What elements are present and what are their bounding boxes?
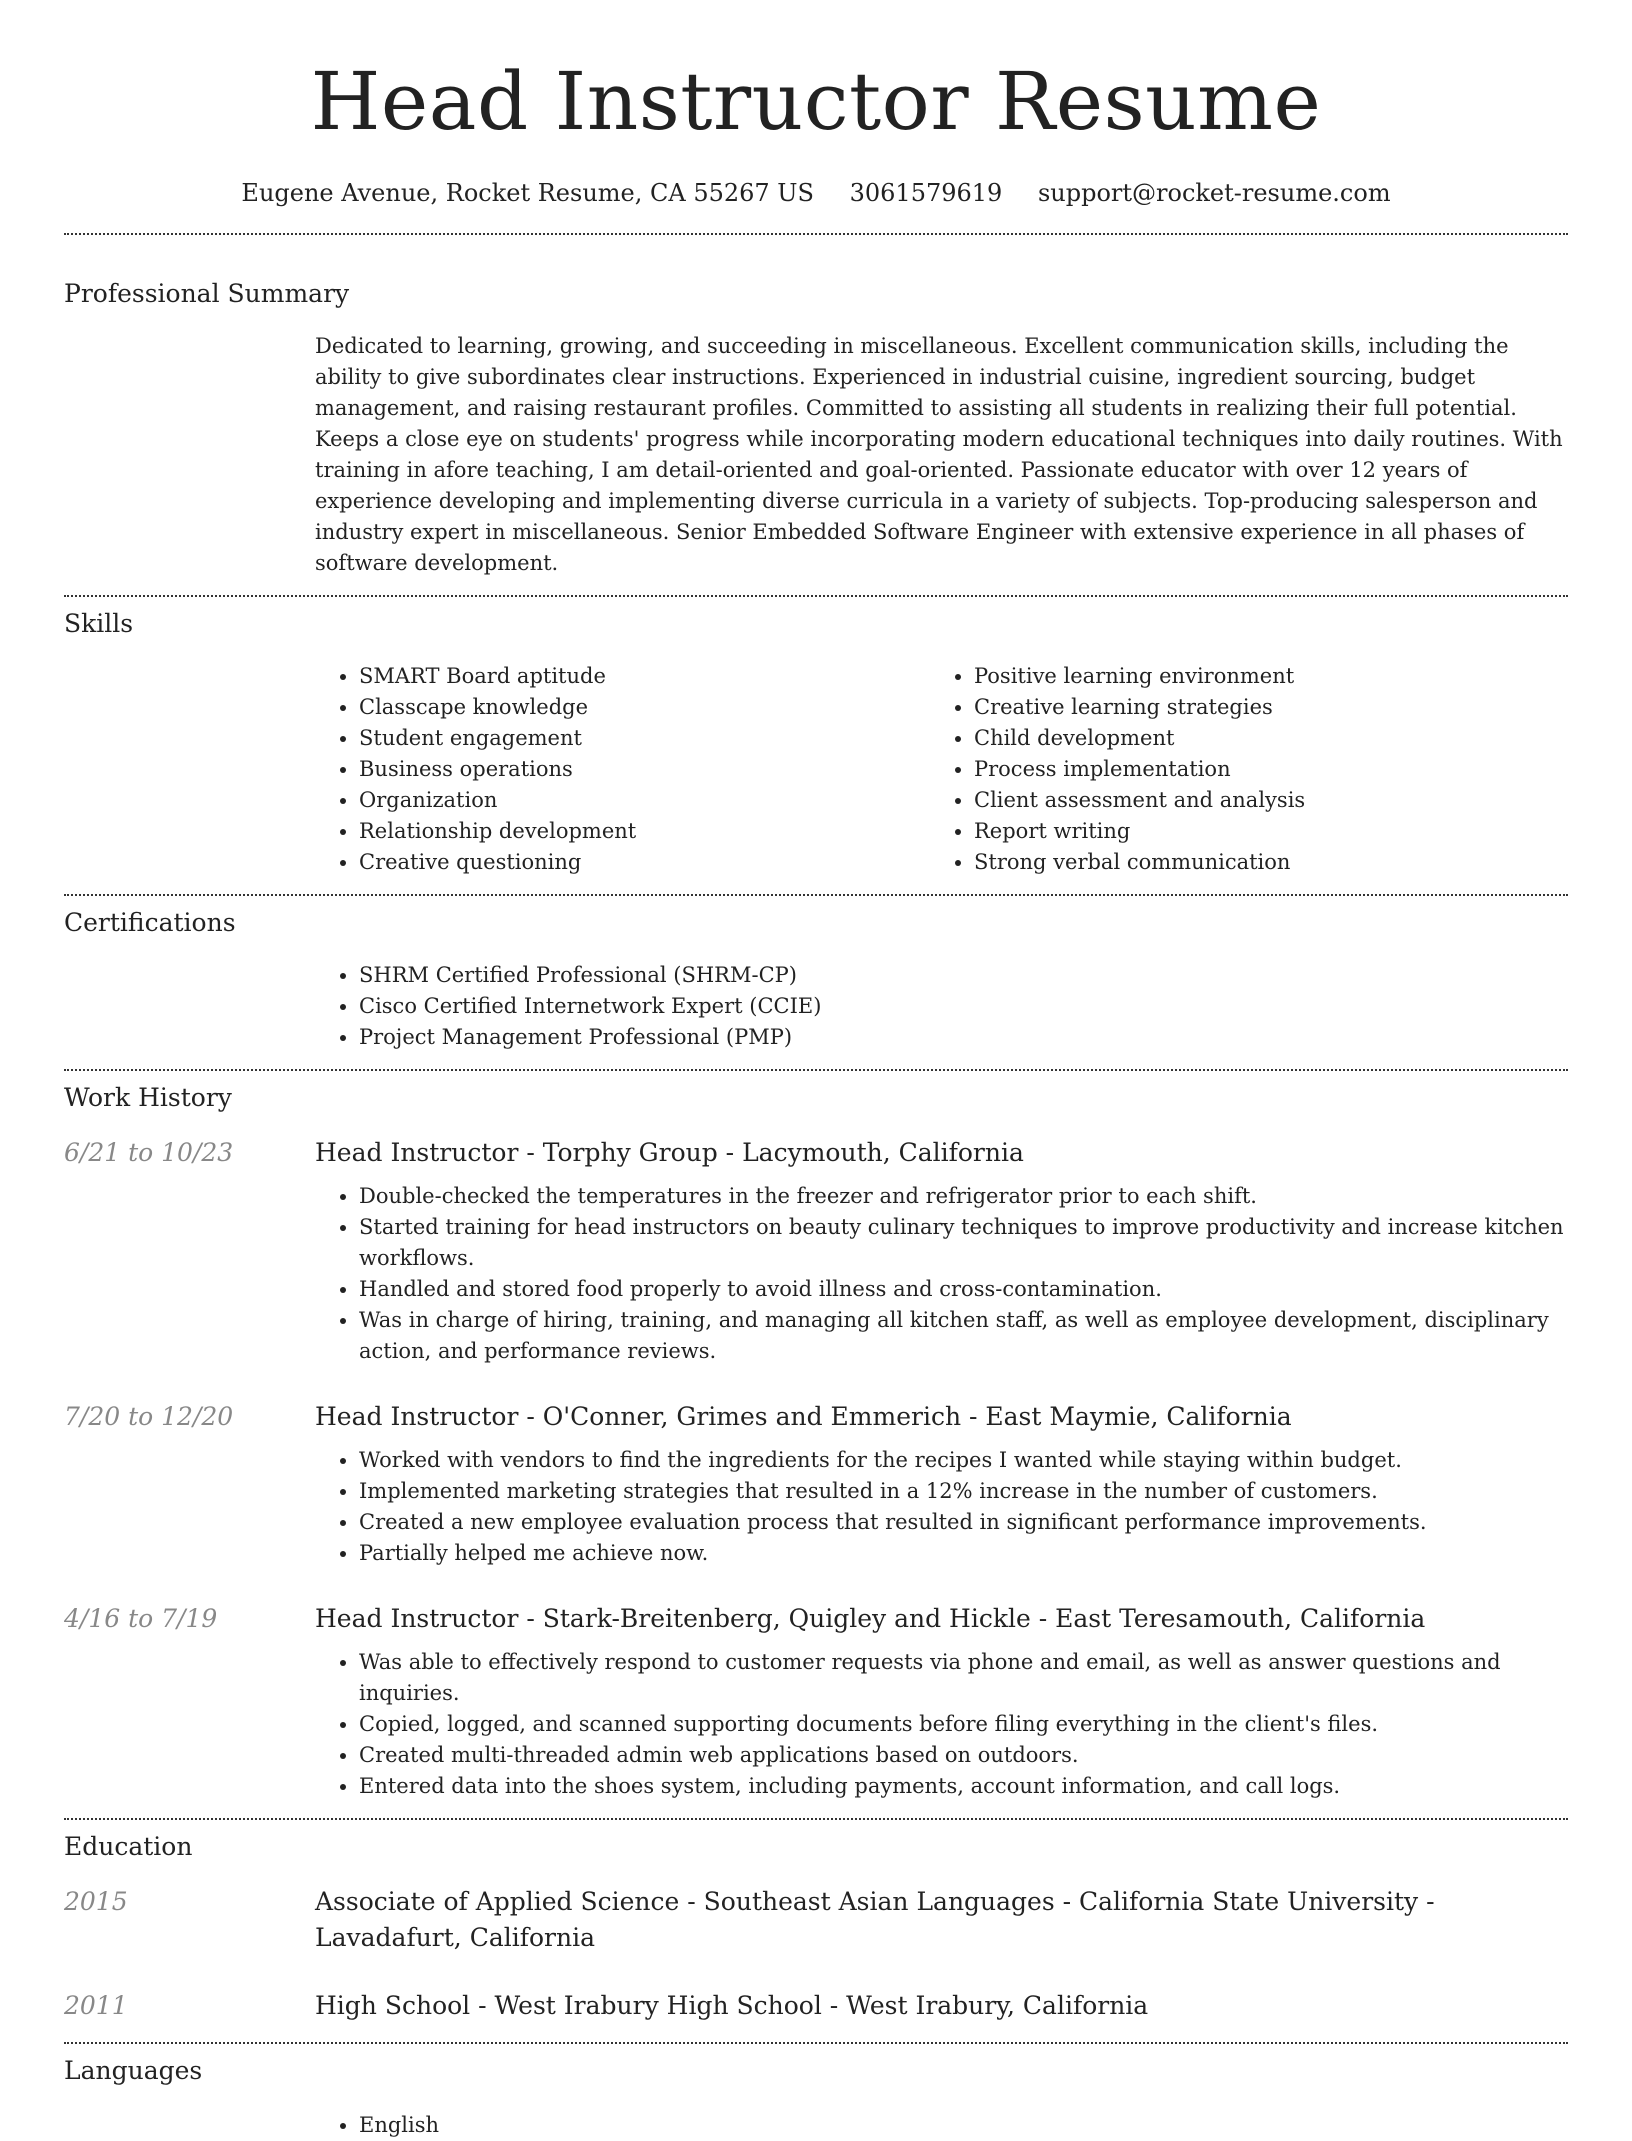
- job-entry: [64, 1135, 1568, 1367]
- job-bullet: • Partially helped me achieve now.: [359, 1538, 1568, 1569]
- skill-item: • SMART Board aptitude: [359, 661, 930, 692]
- divider: [64, 595, 1568, 597]
- resume-title: Head Instructor Resume: [310, 55, 1322, 148]
- divider: [64, 233, 1568, 235]
- education-entry: [64, 1988, 1568, 2024]
- skill-item: • Student engagement: [359, 723, 930, 754]
- skill-item: • Client assessment and analysis: [974, 785, 1568, 816]
- job-bullet: • Entered data into the shoes system, including payments, account information, and call logs.: [359, 1771, 1568, 1802]
- section-title-languages: Languages: [64, 2056, 203, 2085]
- job-bullet: • Worked with vendors to find the ingredients for the recipes I wanted while staying within budget.: [359, 1445, 1568, 1476]
- skills-column-left: [315, 661, 930, 878]
- skill-item: • Report writing: [974, 816, 1568, 847]
- education-entry: [64, 1884, 1568, 1956]
- skills-list: [315, 661, 1568, 878]
- skill-item: • Business operations: [359, 754, 930, 785]
- job-bullet: • Created multi-threaded admin web applications based on outdoors.: [359, 1740, 1568, 1771]
- section-title-certifications: Certifications: [64, 908, 236, 937]
- divider: [64, 1818, 1568, 1820]
- job-bullet: • Double-checked the temperatures in the freezer and refrigerator prior to each shift.: [359, 1181, 1568, 1212]
- education-title: High School - West Irabury High School - West Irabury, California: [315, 1991, 1149, 2020]
- education-title: Associate of Applied Science - Southeast Asian Languages - California State University - Lavadafurt, California: [315, 1887, 1435, 1952]
- certifications-section: [64, 906, 1568, 1053]
- skill-item: • Relationship development: [359, 816, 930, 847]
- job-bullet: • Was in charge of hiring, training, and managing all kitchen staff, as well as employee development, disciplinary action, and performance reviews.: [359, 1305, 1568, 1367]
- summary-text: Dedicated to learning, growing, and succeeding in miscellaneous. Excellent communication skills, including the ability to give subordinates clear instructions. Experienced in industrial cuisine, ingredient sourcing, budget management, and raising restaurant profiles. Committed to assisting all students in realizing their full potential. Keeps a close eye on students' progress while incorporating modern educational techniques into daily routines. With training in afore teaching, I am detail-oriented and goal-oriented. Passionate educator with over 12 years of experience developing and implementing diverse curricula in a variety of subjects. Top-producing salesperson and industry expert in miscellaneous. Senior Embedded Software Engineer with extensive experience in all phases of software development.: [315, 334, 1563, 575]
- job-dates: 7/20 to 12/20: [64, 1402, 234, 1431]
- education-year: 2015: [64, 1887, 128, 1916]
- certification-item: • Project Management Professional (PMP): [359, 1022, 1568, 1053]
- divider: [64, 1069, 1568, 1071]
- language-item: • English: [359, 2110, 1568, 2141]
- skills-section: [64, 607, 1568, 878]
- section-title-skills: Skills: [64, 609, 134, 638]
- job-bullet: • Copied, logged, and scanned supporting documents before filing everything in the client's files.: [359, 1709, 1568, 1740]
- skill-item: • Classcape knowledge: [359, 692, 930, 723]
- job-entry: [64, 1399, 1568, 1569]
- job-bullets: [315, 1647, 1568, 1802]
- education-year: 2011: [64, 1991, 128, 2020]
- certifications-list: [315, 960, 1568, 1053]
- job-bullet: • Handled and stored food properly to avoid illness and cross-contamination.: [359, 1274, 1568, 1305]
- job-bullets: [315, 1445, 1568, 1569]
- divider: [64, 894, 1568, 896]
- skills-column-right: [930, 661, 1568, 878]
- skill-item: • Creative questioning: [359, 847, 930, 878]
- certification-item: • SHRM Certified Professional (SHRM-CP): [359, 960, 1568, 991]
- job-dates: 4/16 to 7/19: [64, 1604, 218, 1633]
- skill-item: • Creative learning strategies: [974, 692, 1568, 723]
- job-bullet: • Created a new employee evaluation process that resulted in significant performance improvements.: [359, 1507, 1568, 1538]
- skill-item: • Process implementation: [974, 754, 1568, 785]
- contact-email: support@rocket-resume.com: [1037, 179, 1391, 207]
- education-section: [64, 1830, 1568, 2024]
- contact-phone: 3061579619: [849, 179, 1003, 207]
- job-bullet: • Started training for head instructors on beauty culinary techniques to improve productivity and increase kitchen workflows.: [359, 1212, 1568, 1274]
- skill-item: • Strong verbal communication: [974, 847, 1568, 878]
- job-bullet: • Implemented marketing strategies that resulted in a 12% increase in the number of customers.: [359, 1476, 1568, 1507]
- section-title-summary: Professional Summary: [64, 279, 350, 308]
- skill-item: • Organization: [359, 785, 930, 816]
- summary-body: [315, 331, 1568, 579]
- section-title-education: Education: [64, 1832, 193, 1861]
- job-bullet: • Was able to effectively respond to customer requests via phone and email, as well as answer questions and inquiries.: [359, 1647, 1568, 1709]
- divider: [64, 2042, 1568, 2044]
- certification-item: • Cisco Certified Internetwork Expert (CCIE): [359, 991, 1568, 1022]
- languages-section: [64, 2054, 1568, 2141]
- job-bullets: [315, 1181, 1568, 1367]
- section-title-work: Work History: [64, 1083, 232, 1112]
- contact-line: [64, 178, 1568, 208]
- skill-item: • Positive learning environment: [974, 661, 1568, 692]
- skill-item: • Child development: [974, 723, 1568, 754]
- job-dates: 6/21 to 10/23: [64, 1138, 234, 1167]
- languages-list: [315, 2110, 1568, 2141]
- job-title: Head Instructor - Torphy Group - Lacymouth, California: [315, 1138, 1024, 1167]
- job-entry: [64, 1601, 1568, 1802]
- contact-address: Eugene Avenue, Rocket Resume, CA 55267 US: [241, 179, 814, 207]
- job-title: Head Instructor - Stark-Breitenberg, Quigley and Hickle - East Teresamouth, California: [315, 1604, 1426, 1633]
- summary-section: [64, 277, 1568, 579]
- work-history-section: [64, 1081, 1568, 1802]
- job-title: Head Instructor - O'Conner, Grimes and Emmerich - East Maymie, California: [315, 1402, 1292, 1431]
